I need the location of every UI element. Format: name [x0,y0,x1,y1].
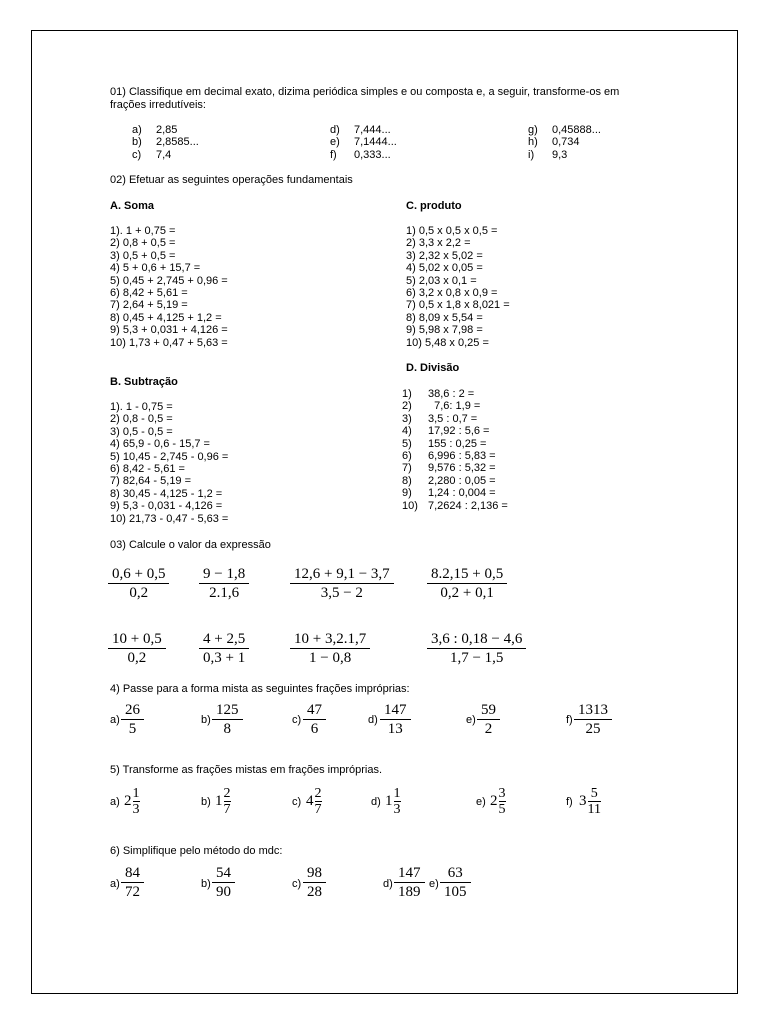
q4-title: 4) Passe para a forma mista as seguintes frações impróprias: [110,683,410,695]
q4-fraction: 47 6 [303,701,326,738]
subtracao-item: 6) 8,42 - 5,61 = [110,463,185,476]
q1-column-3 [528,124,601,161]
q5-mixed-number: 2 1 3 [124,786,140,817]
soma-item: 6) 8,42 + 5,61 = [110,287,188,300]
q6-fraction: 84 72 [121,864,144,901]
q3-expression: 10 + 3,2.1,7 1 − 0,8 [290,630,370,667]
subtracao-item: 3) 0,5 - 0,5 = [110,425,173,438]
q1-title-line2: frações irredutíveis: [110,99,206,111]
q3-expression: 4 + 2,5 0,3 + 1 [199,630,249,667]
q3-expression: 0,6 + 0,5 0,2 [108,565,169,602]
q1-option: e) 7,1444... [330,136,397,149]
produto-item: 2) 3,3 x 2,2 = [406,237,471,250]
divisao-list [402,388,508,512]
soma-heading: A. Soma [110,200,155,212]
q6-fraction: 54 90 [212,864,235,901]
subtracao-heading: B. Subtração [110,376,178,388]
subtracao-item: 5) 10,45 - 2,745 - 0,96 = [110,450,229,463]
q6-label: a) [110,878,120,890]
q3-expression: 10 + 0,5 0,2 [108,630,166,667]
q5-label: b) [201,796,211,808]
q1-column-2 [330,124,397,161]
q6-label: c) [292,878,302,890]
q4-fraction: 59 2 [477,701,500,738]
q4-fraction: 147 13 [380,701,411,738]
q5-label: f) [566,796,573,808]
q1-title-line1: 01) Classifique em decimal exato, dizima periódica simples e ou composta e, a seguir, transforme-os em [110,86,620,98]
q5-mixed-number: 4 2 7 [306,786,322,817]
q6-fraction: 63 105 [440,864,471,901]
produto-item: 5) 2,03 x 0,1 = [406,274,477,287]
produto-item: 9) 5,98 x 7,98 = [406,324,483,337]
produto-item: 7) 0,5 x 1,8 x 8,021 = [406,299,510,312]
q5-mixed-number: 1 1 3 [385,786,401,817]
divisao-item: 4) 17,92 : 5,6 = [402,425,490,438]
divisao-item: 2) 7,6: 1,9 = [402,400,481,413]
q3-title: 03) Calcule o valor da expressão [110,539,271,551]
q6-label: b) [201,878,211,890]
subtracao-item: 10) 21,73 - 0,47 - 5,63 = [110,512,229,525]
q1-option: g) 0,45888... [528,124,601,136]
soma-item: 9) 5,3 + 0,031 + 4,126 = [110,324,228,337]
divisao-item: 1) 38,6 : 2 = [402,388,475,400]
produto-item: 1) 0,5 x 0,5 x 0,5 = [406,225,498,237]
q4-label: e) [466,714,476,726]
q1-option: b) 2,8585... [132,136,199,149]
q1-column-1 [132,124,199,161]
soma-item: 2) 0,8 + 0,5 = [110,237,176,250]
q2-title: 02) Efetuar as seguintes operações fundamentais [110,174,353,186]
q3-expression: 9 − 1,8 2.1,6 [199,565,249,602]
soma-item: 7) 2,64 + 5,19 = [110,299,188,312]
soma-item: 10) 1,73 + 0,47 + 5,63 = [110,336,228,349]
q6-fraction: 98 28 [303,864,326,901]
divisao-item: 3) 3,5 : 0,7 = [402,412,478,425]
q4-label: a) [110,714,120,726]
produto-item: 6) 3,2 x 0,8 x 0,9 = [406,287,498,300]
soma-item: 4) 5 + 0,6 + 15,7 = [110,262,201,275]
produto-heading: C. produto [406,200,462,212]
divisao-item: 5) 155 : 0,25 = [402,437,487,450]
subtracao-item: 1). 1 - 0,75 = [110,401,173,413]
q1-option: f) 0,333... [330,148,391,161]
divisao-item: 9) 1,24 : 0,004 = [402,487,496,500]
produto-item: 3) 2,32 x 5,02 = [406,249,483,262]
q5-label: e) [476,796,486,808]
q4-label: b) [201,714,211,726]
divisao-item: 6) 6,996 : 5,83 = [402,450,496,463]
divisao-item: 10) 7,2624 : 2,136 = [402,499,508,512]
q5-label: c) [292,796,302,808]
q3-expression: 12,6 + 9,1 − 3,7 3,5 − 2 [290,565,394,602]
q4-label: d) [368,714,378,726]
q1-option: i) 9,3 [528,148,568,161]
divisao-item: 7) 9,576 : 5,32 = [402,462,496,475]
q5-title: 5) Transforme as frações mistas em frações impróprias. [110,764,383,776]
q5-label: a) [110,796,120,808]
subtracao-item: 4) 65,9 - 0,6 - 15,7 = [110,438,210,451]
subtracao-item: 2) 0,8 - 0,5 = [110,413,173,426]
subtracao-item: 9) 5,3 - 0,031 - 4,126 = [110,500,223,513]
q4-fraction: 125 8 [212,701,243,738]
soma-item: 5) 0,45 + 2,745 + 0,96 = [110,274,228,287]
q6-fraction: 147 189 [394,864,425,901]
subtracao-item: 8) 30,45 - 4,125 - 1,2 = [110,487,223,500]
soma-list [110,225,228,349]
q5-mixed-number: 1 2 7 [215,786,231,817]
subtracao-list [110,401,228,525]
produto-list [406,225,510,349]
produto-item: 10) 5,48 x 0,25 = [406,336,489,349]
q6-title: 6) Simplifique pelo método do mdc: [110,845,283,857]
q5-mixed-number: 2 3 5 [490,786,506,817]
q5-mixed-number: 3 5 11 [579,786,601,817]
produto-item: 4) 5,02 x 0,05 = [406,262,483,275]
q4-label: c) [292,714,302,726]
q1-option: a) 2,85 [132,124,178,136]
q4-fraction: 26 5 [121,701,144,738]
subtracao-item: 7) 82,64 - 5,19 = [110,475,192,488]
q4-fraction: 1313 25 [574,701,612,738]
q1-option: c) 7,4 [132,148,172,161]
divisao-heading: D. Divisão [406,362,460,374]
soma-item: 1). 1 + 0,75 = [110,225,176,237]
q3-expression: 3,6 : 0,18 − 4,6 1,7 − 1,5 [427,630,526,667]
q1-option: d) 7,444... [330,124,391,136]
q3-expression: 8.2,15 + 0,5 0,2 + 0,1 [427,565,507,602]
q1-option: h) 0,734 [528,136,580,149]
q6-label: d) [383,878,393,890]
q6-label: e) [429,878,439,890]
q4-label: f) [566,714,573,726]
q5-label: d) [371,796,381,808]
produto-item: 8) 8,09 x 5,54 = [406,311,483,324]
divisao-item: 8) 2,280 : 0,05 = [402,474,496,487]
soma-item: 3) 0,5 + 0,5 = [110,249,176,262]
soma-item: 8) 0,45 + 4,125 + 1,2 = [110,311,222,324]
